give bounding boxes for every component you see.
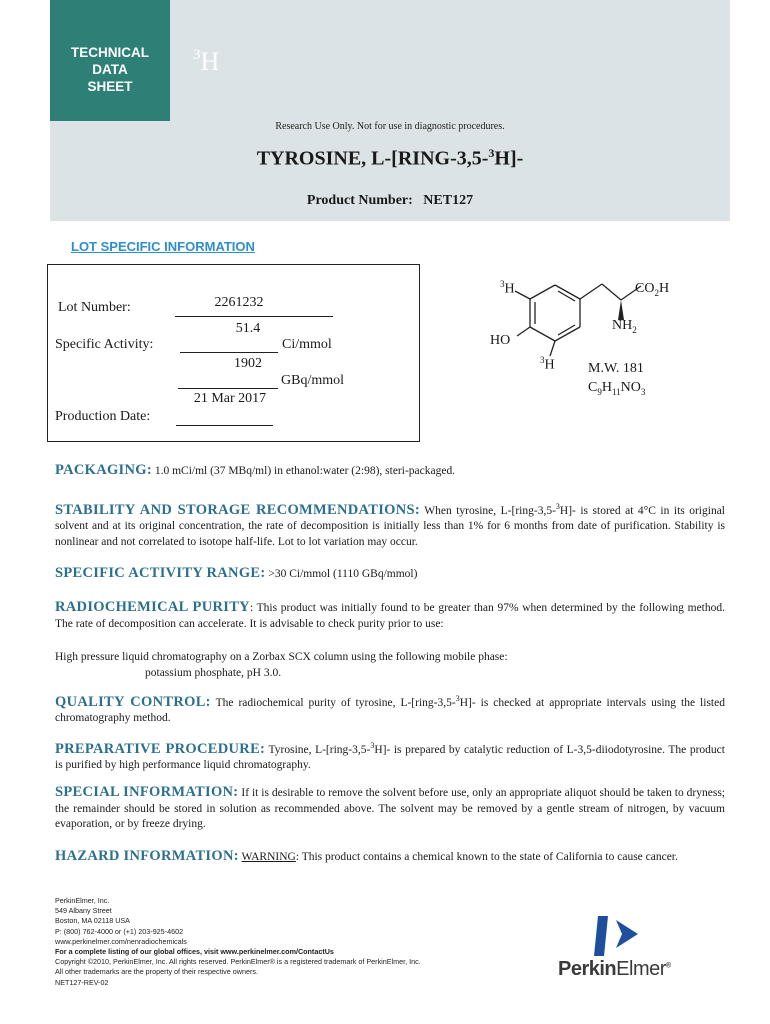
preparative-sup: 3 [370, 741, 375, 750]
perkinelmer-logo-mark [590, 912, 650, 960]
lot-number-value: 2261232 [214, 295, 264, 310]
tritium-mass-top: 3 [500, 279, 505, 289]
hplc-line-2: potassium phosphate, pH 3.0. [145, 666, 282, 679]
special-info-section [55, 785, 725, 833]
formula-no: NO [620, 380, 641, 395]
footer-offices: For a complete listing of our global offices, visit www.perkinelmer.com/ContactUs [55, 947, 334, 957]
quality-control-sup: 3 [455, 694, 460, 703]
purity-text: : This product was initially found to be greater than 97% when determined by the following method. The rate of decomposition can accelerate. It is advisable to check purity prior to use: [55, 602, 725, 630]
stability-section [55, 499, 725, 550]
preparative-text-1: Tyrosine, L-[ring-3,5- [265, 743, 371, 756]
badge-line-1: TECHNICAL [71, 45, 149, 60]
activity-gbq-unit: GBq/mmol [281, 373, 345, 388]
amine-label [612, 318, 637, 335]
hazard-warning: WARNING [241, 851, 296, 863]
title-prefix: TYROSINE, L-[RING-3,5- [256, 147, 489, 170]
product-title [50, 146, 730, 171]
activity-gbq-line [178, 388, 278, 389]
molecular-weight: M.W. 181 [588, 361, 644, 376]
lot-number-line [175, 316, 333, 317]
tritium-symbol-top: H [504, 281, 515, 297]
badge-line-2: DATA [92, 62, 128, 77]
packaging-text: 1.0 mCi/ml (37 MBq/ml) in ethanol:water (2:98), steri-packaged. [151, 465, 456, 477]
activity-ci-line [180, 352, 278, 353]
special-info-text: If it is desirable to remove the solvent before use, only an appropriate aliquot should be taken to dryness; the remainder should be stored in solution as recommended above. The solvent may be removed by a gentle stream of nitrogen, by vacuum evaporation, or by freeze drying. [55, 787, 725, 830]
hazard-heading: HAZARD INFORMATION: [55, 848, 239, 864]
quality-control-text-2: H]- is checked at appropriate intervals using the listed chromatography method. [55, 696, 725, 725]
activity-range-text: >30 Ci/mmol (1110 GBq/mmol) [265, 568, 418, 580]
company-footer [55, 896, 475, 988]
header-band [170, 0, 730, 121]
quality-control-text-1: The radiochemical purity of tyrosine, L-[ring-3,5- [210, 696, 456, 709]
carboxyl-h: H [658, 281, 670, 296]
special-info-heading: SPECIAL INFORMATION: [55, 784, 239, 800]
footer-revision: NET127-REV-02 [55, 977, 109, 987]
formula-c-count: 9 [597, 386, 602, 397]
perkinelmer-logo-text [558, 958, 671, 981]
hazard-text: : This product contains a chemical known to the state of California to cause cancer. [295, 851, 678, 863]
specific-activity-label: Specific Activity: [55, 337, 154, 352]
carboxyl-co: CO [635, 281, 655, 296]
packaging-heading: PACKAGING: [55, 462, 152, 478]
badge-line-3: SHEET [87, 79, 133, 94]
hydroxyl-label: HO [490, 333, 511, 348]
amine-nh: NH [612, 318, 633, 333]
product-number [50, 193, 730, 209]
product-number-label: Product Number: [306, 193, 413, 208]
purity-section [55, 600, 725, 632]
carboxyl-label [635, 281, 669, 298]
production-date-line [176, 425, 273, 426]
hplc-method [55, 650, 725, 681]
footer-city: Boston, MA 02118 USA [55, 916, 130, 926]
quality-control-heading: QUALITY CONTROL: [55, 693, 211, 710]
research-use-note: Research Use Only. Not for use in diagnostic procedures. [275, 121, 505, 132]
isotope-label [193, 47, 219, 77]
logo-elmer: Elmer [616, 958, 666, 980]
logo-perkin: Perkin [558, 958, 617, 980]
stability-heading: STABILITY AND STORAGE RECOMMENDATIONS: [55, 501, 420, 518]
document-type-badge [50, 0, 170, 121]
purity-heading: RADIOCHEMICAL PURITY [55, 599, 250, 615]
stability-text-1: When tyrosine, L-[ring-3,5- [420, 504, 556, 517]
activity-ci-unit: Ci/mmol [282, 337, 332, 352]
product-number-value: NET127 [423, 193, 474, 208]
preparative-text-2: H]- is prepared by catalytic reduction of L-3,5-diiodotyrosine. The product is purified by high performance liquid chromatography. [55, 743, 725, 772]
tritium-mass-bottom: 3 [540, 355, 545, 365]
quality-control-section [55, 691, 725, 727]
amine-sub: 2 [632, 324, 637, 335]
stability-text-2: H]- is stored at 4°C in its original solvent and at its original concentration, the rate of decomposition is initially less than 1% for 6 months from date of purification. Stability is nonlinear and not correlated to isotope half-life. Lot to lot variation may occur. [55, 504, 726, 548]
activity-range-heading: SPECIFIC ACTIVITY RANGE: [55, 565, 266, 581]
title-suffix: H]- [494, 147, 524, 170]
production-date-value: 21 Mar 2017 [193, 391, 267, 406]
formula-h: H [601, 380, 612, 395]
lot-section-heading: LOT SPECIFIC INFORMATION [71, 239, 255, 254]
tritium-symbol-bottom: H [544, 357, 555, 373]
preparative-section [55, 738, 725, 774]
footer-trademarks: All other trademarks are the property of their respective owners. [55, 967, 258, 977]
footer-street: 549 Albany Street [55, 906, 112, 916]
activity-gbq-value: 1902 [234, 356, 262, 371]
logo-registered-mark: ® [665, 962, 671, 970]
production-date-label: Production Date: [55, 409, 151, 424]
footer-phone: P: (800) 762-4000 or (+1) 203-925-4602 [55, 926, 184, 936]
hazard-section [55, 849, 725, 866]
footer-website[interactable]: www.perkinelmer.com/nenradiochemicals [55, 936, 187, 946]
formula-h-count: 11 [611, 386, 621, 397]
packaging-section [55, 463, 725, 480]
tritium-label-top [500, 279, 515, 298]
lot-number-label: Lot Number: [58, 300, 131, 315]
isotope-mass: 3 [193, 47, 201, 63]
formula-no-count: 3 [640, 386, 646, 397]
preparative-heading: PREPARATIVE PROCEDURE: [55, 740, 266, 757]
carboxyl-sub: 2 [654, 287, 659, 298]
stability-sup: 3 [555, 502, 560, 511]
formula-c: C [588, 380, 598, 395]
isotope-symbol: H [200, 47, 220, 76]
molecular-formula [588, 380, 645, 397]
activity-range-section [55, 566, 725, 583]
title-sup: 3 [488, 146, 495, 160]
hplc-line-1: High pressure liquid chromatography on a Zorbax SCX column using the following mobile phase: [55, 651, 508, 663]
activity-ci-value: 51.4 [235, 321, 261, 336]
tritium-label-bottom [540, 355, 555, 374]
footer-company: PerkinElmer, Inc. [55, 896, 110, 905]
footer-copyright: Copyright ©2010, PerkinElmer, Inc. All rights reserved. PerkinElmer® is a registered trademark of PerkinElmer, Inc. [55, 957, 421, 967]
